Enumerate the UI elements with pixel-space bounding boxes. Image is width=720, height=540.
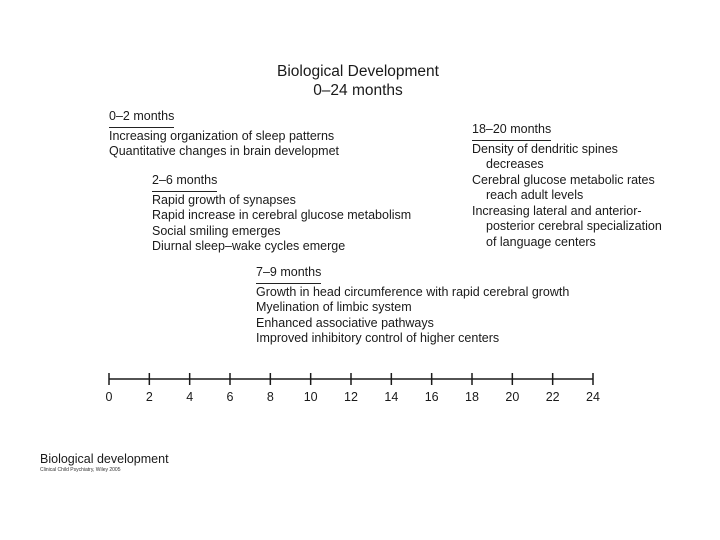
- timeline-tick-label: 0: [105, 390, 113, 404]
- milestone-item: Growth in head circumference with rapid cerebral growth: [256, 284, 570, 299]
- source-citation: Clinical Child Psychiatry, Wiley 2005: [40, 467, 121, 473]
- diagram-title: Biological Development: [277, 63, 439, 80]
- timeline-tick-label: 12: [344, 390, 358, 404]
- milestone-item: Increasing lateral and anterior-: [472, 203, 642, 218]
- block-heading: 7–9 months: [256, 265, 321, 284]
- timeline-tick-label: 14: [384, 390, 399, 404]
- block-heading: 0–2 months: [109, 109, 174, 128]
- timeline-tick-label: 22: [545, 390, 560, 404]
- milestone-item: Improved inhibitory control of higher centers: [256, 331, 500, 345]
- milestone-item: Density of dendritic spines: [472, 141, 618, 156]
- milestone-item: Enhanced associative pathways: [256, 315, 434, 330]
- timeline-tick-label: 10: [303, 390, 318, 404]
- milestone-item: of language centers: [486, 234, 596, 249]
- milestone-item: reach adult levels: [486, 188, 584, 202]
- block-heading: 18–20 months: [472, 122, 551, 141]
- caption: Biological development: [40, 452, 169, 466]
- timeline-tick-label: 20: [505, 390, 520, 404]
- timeline-tick-label: 2: [145, 390, 153, 404]
- timeline-tick-label: 18: [465, 390, 479, 404]
- milestone-item: Diurnal sleep–wake cycles emerge: [152, 239, 346, 253]
- timeline-tick-label: 6: [226, 390, 234, 404]
- timeline-tick-label: 4: [186, 390, 194, 404]
- block-heading: 2–6 months: [152, 173, 217, 192]
- diagram-subtitle: 0–24 months: [313, 82, 403, 99]
- milestone-item: Myelination of limbic system: [256, 300, 412, 314]
- milestone-item: Cerebral glucose metabolic rates: [472, 172, 655, 187]
- milestone-item: Quantitative changes in brain developmet: [109, 144, 340, 158]
- milestone-item: decreases: [486, 157, 544, 171]
- milestone-item: Increasing organization of sleep patterns: [109, 128, 335, 143]
- timeline-tick-label: 8: [266, 390, 274, 404]
- milestone-item: Rapid growth of synapses: [152, 192, 296, 207]
- milestone-item: posterior cerebral specialization: [486, 219, 662, 233]
- milestone-item: Social smiling emerges: [152, 223, 281, 238]
- milestone-item: Rapid increase in cerebral glucose metabolism: [152, 208, 412, 222]
- timeline-tick-label: 24: [586, 390, 600, 404]
- timeline-tick-label: 16: [424, 390, 439, 404]
